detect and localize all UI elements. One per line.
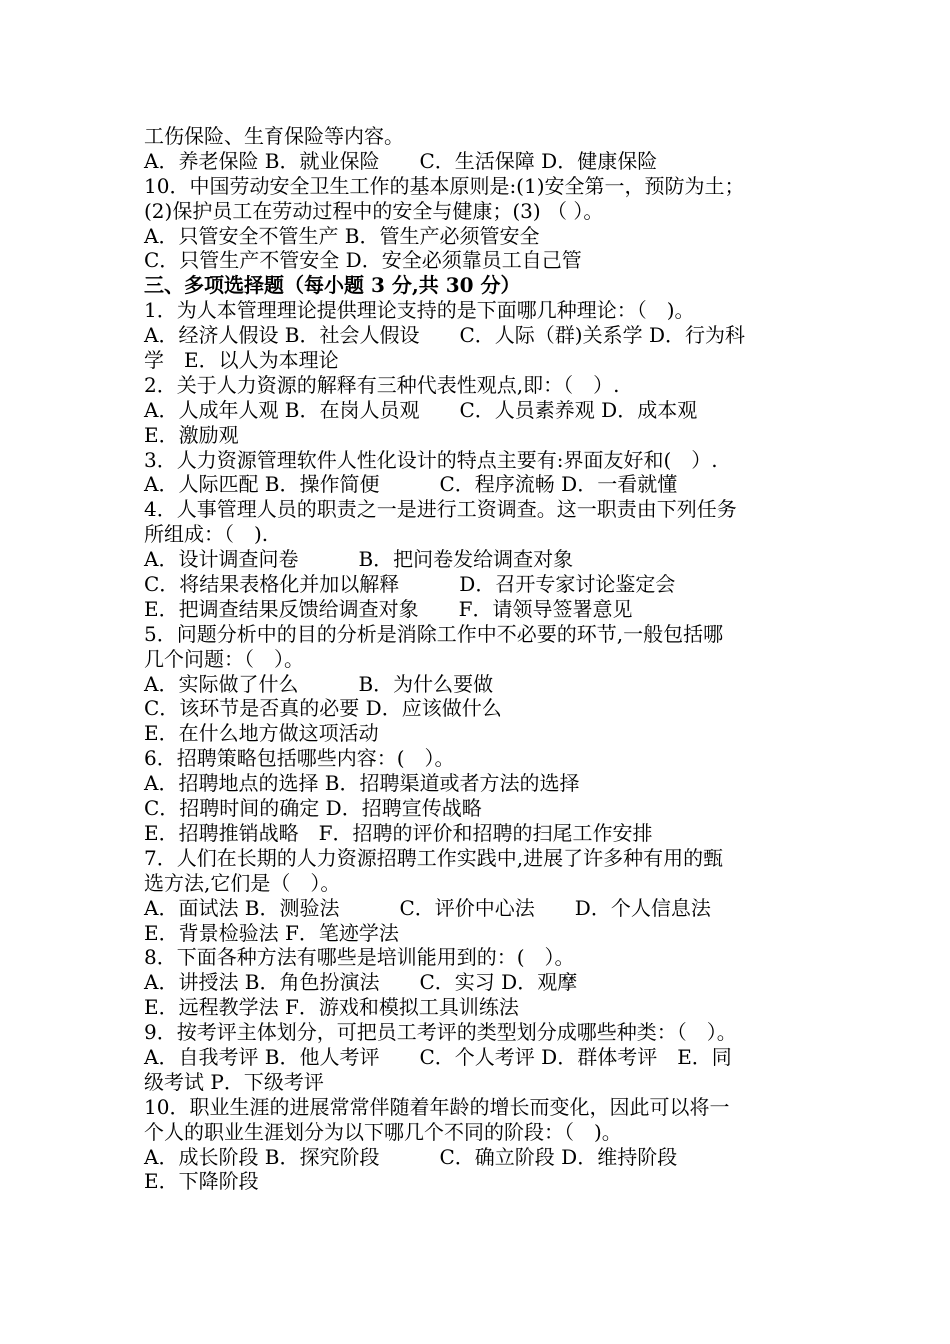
option-line: A．成长阶段 B．探究阶段 C．确立阶段 D．维持阶段 [144, 1144, 678, 1169]
question-line: (2)保护员工在劳动过程中的安全与健康；(3) （ ）。 [144, 198, 604, 223]
question-line: 所组成：（ ). [144, 522, 269, 547]
option-line: E．把调查结果反馈给调查对象 F．请领导签署意见 [144, 596, 633, 621]
option-line: A．面试法 B．测验法 C．评价中心法 D．个人信息法 [144, 895, 711, 920]
option-line: A．人成年人观 B．在岗人员观 C．人员素养观 D．成本观 [144, 397, 698, 422]
question-line: 3．人力资源管理软件人性化设计的特点主要有:界面友好和( ）. [144, 447, 718, 472]
question-line: 9．按考评主体划分，可把员工考评的类型划分成哪些种类：（ ）。 [144, 1020, 737, 1045]
question-line: 6．招聘策略包括哪些内容：( ）。 [144, 746, 455, 771]
question-line: 8．下面各种方法有哪些是培训能用到的：( ）。 [144, 945, 575, 970]
question-line: 10．职业生涯的进展常常伴随着年龄的增长而变化，因此可以将一 [144, 1094, 730, 1119]
option-line: 级考试 P．下级考评 [144, 1069, 324, 1094]
question-line: 几个问题：（ ）。 [144, 646, 304, 671]
option-line: E．远程教学法 F．游戏和模拟工具训练法 [144, 995, 519, 1020]
option-line: A．讲授法 B．角色扮演法 C．实习 D．观摩 [144, 970, 578, 995]
option-line: A．经济人假设 B．社会人假设 C．人际（群)关系学 D．行为科 [144, 323, 745, 348]
option-line: C．该环节是否真的必要 D．应该做什么 [144, 696, 502, 721]
option-line: A．人际匹配 B．操作简便 C．程序流畅 D．一看就懂 [144, 472, 678, 497]
option-line: E．在什么地方做这项活动 [144, 721, 379, 746]
option-line: E．背景检验法 F．笔迹学法 [144, 920, 399, 945]
option-line: A．招聘地点的选择 B．招聘渠道或者方法的选择 [144, 771, 580, 796]
option-line: E．招聘推销战略 F．招聘的评价和招聘的扫尾工作安排 [144, 820, 653, 845]
question-line: 7．人们在长期的人力资源招聘工作实践中,进展了许多种有用的甄 [144, 845, 724, 870]
option-line: E．激励观 [144, 422, 239, 447]
option-line: E．下降阶段 [144, 1169, 259, 1194]
option-line: C．只管生产不管安全 D．安全必须靠员工自己管 [144, 248, 582, 273]
question-line: 2．关于人力资源的解释有三种代表性观点,即：（ ）. [144, 372, 620, 397]
question-line: 4．人事管理人员的职责之一是进行工资调查。这一职责由下列任务 [144, 497, 737, 522]
option-line: A．实际做了什么 B．为什么要做 [144, 671, 494, 696]
option-line: 学 E．以人为本理论 [144, 348, 339, 373]
option-line: A．设计调查问卷 B．把问卷发给调查对象 [144, 547, 574, 572]
document-page [144, 124, 814, 1194]
option-line: C．将结果表格化并加以解释 D．召开专家讨论鉴定会 [144, 572, 676, 597]
option-line: A．自我考评 B．他人考评 C．个人考评 D．群体考评 E．同 [144, 1044, 732, 1069]
option-line: A．只管安全不管生产 B．管生产必须管安全 [144, 223, 540, 248]
question-line: 1．为人本管理理论提供理论支持的是下面哪几种理论：（ )。 [144, 298, 695, 323]
text-line: 工伤保险、生育保险等内容。 [144, 124, 404, 148]
question-line: 10．中国劳动安全卫生工作的基本原则是:(1)安全第一，预防为土； [144, 173, 745, 198]
option-line: A．养老保险 B．就业保险 C．生活保障 D．健康保险 [144, 148, 658, 173]
question-line: 个人的职业生涯划分为以下哪几个不同的阶段：（ )。 [144, 1119, 622, 1144]
question-line: 选方法,它们是（ ）。 [144, 870, 341, 895]
option-line: C．招聘时间的确定 D．招聘宣传战略 [144, 796, 482, 821]
section-heading: 三、多项选择题（每小题 3 分,共 30 分） [144, 273, 521, 298]
question-line: 5．问题分析中的目的分析是消除工作中不必要的环节,一般包括哪 [144, 621, 724, 646]
